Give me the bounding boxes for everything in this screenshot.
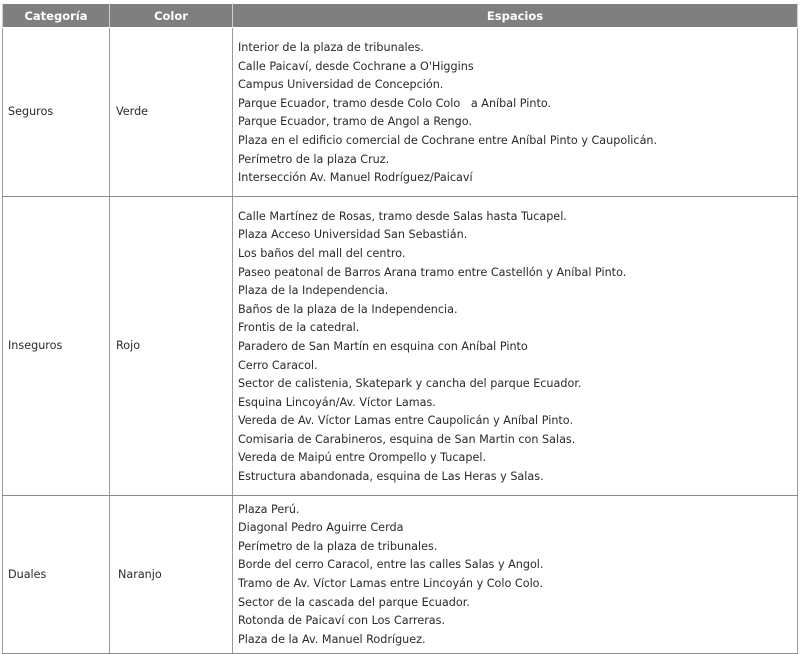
espacio-item: Diagonal Pedro Aguirre Cerda <box>238 521 404 535</box>
espacio-item: Los baños del mall del centro. <box>238 246 406 260</box>
header-color: Color <box>110 4 233 28</box>
espacios-cell <box>233 495 798 654</box>
espacio-item: Sector de la cascada del parque Ecuador. <box>238 595 470 609</box>
table-header <box>3 4 798 28</box>
spaces-table <box>2 3 798 654</box>
categoria-cell: Inseguros <box>3 196 110 495</box>
espacio-item: Comisaria de Carabineros, esquina de San Martin con Salas. <box>238 432 576 446</box>
espacio-item: Plaza Acceso Universidad San Sebastián. <box>238 228 468 242</box>
espacio-item: Paradero de San Martín en esquina con Aníbal Pinto <box>238 339 528 353</box>
espacio-item: Perímetro de la plaza Cruz. <box>238 152 390 166</box>
table-row-seguros <box>3 28 798 197</box>
espacio-item: Borde del cerro Caracol, entre las calles Salas y Angol. <box>238 558 544 572</box>
espacio-item: Plaza de la Independencia. <box>238 284 389 298</box>
categoria-cell: Seguros <box>3 28 110 197</box>
espacio-item: Tramo de Av. Víctor Lamas entre Lincoyán y Colo Colo. <box>238 577 543 591</box>
espacio-item: Vereda de Maipú entre Orompello y Tucapel. <box>238 451 487 465</box>
espacio-item: Vereda de Av. Víctor Lamas entre Caupolicán y Aníbal Pinto. <box>238 414 574 428</box>
espacio-item: Plaza de la Av. Manuel Rodríguez. <box>238 632 426 646</box>
table-row-duales <box>3 495 798 654</box>
espacios-cell <box>233 28 798 197</box>
espacio-item: Intersección Av. Manuel Rodríguez/Paicaví <box>238 171 473 185</box>
color-cell: Naranjo <box>110 495 233 654</box>
espacio-item: Estructura abandonada, esquina de Las Heras y Salas. <box>238 470 544 484</box>
espacios-cell <box>233 196 798 495</box>
espacio-item: Parque Ecuador, tramo desde Colo Colo a Aníbal Pinto. <box>238 96 552 110</box>
espacio-item: Campus Universidad de Concepción. <box>238 78 444 92</box>
table-row-inseguros <box>3 196 798 495</box>
espacio-item: Sector de calistenia, Skatepark y cancha del parque Ecuador. <box>238 377 582 391</box>
espacio-item: Esquina Lincoyán/Av. Víctor Lamas. <box>238 395 436 409</box>
espacio-item: Cerro Caracol. <box>238 358 318 372</box>
espacio-item: Rotonda de Paicaví con Los Carreras. <box>238 614 446 628</box>
espacio-item: Baños de la plaza de la Independencia. <box>238 302 458 316</box>
espacio-item: Plaza en el edificio comercial de Cochrane entre Aníbal Pinto y Caupolicán. <box>238 133 658 147</box>
color-cell: Rojo <box>110 196 233 495</box>
espacio-item: Frontis de la catedral. <box>238 321 360 335</box>
espacio-item: Parque Ecuador, tramo de Angol a Rengo. <box>238 115 472 129</box>
espacio-item: Interior de la plaza de tribunales. <box>238 41 424 54</box>
color-cell: Verde <box>110 28 233 197</box>
espacio-item: Plaza Perú. <box>238 502 300 516</box>
espacio-item: Calle Paicaví, desde Cochrane a O'Higgins <box>238 59 474 73</box>
espacio-item: Calle Martínez de Rosas, tramo desde Salas hasta Tucapel. <box>238 209 567 223</box>
categoria-cell: Duales <box>3 495 110 654</box>
header-espacios: Espacios <box>233 4 798 28</box>
espacio-item: Perímetro de la plaza de tribunales. <box>238 539 438 553</box>
header-categoria: Categoría <box>3 4 110 28</box>
espacio-item: Paseo peatonal de Barros Arana tramo entre Castellón y Aníbal Pinto. <box>238 265 627 279</box>
